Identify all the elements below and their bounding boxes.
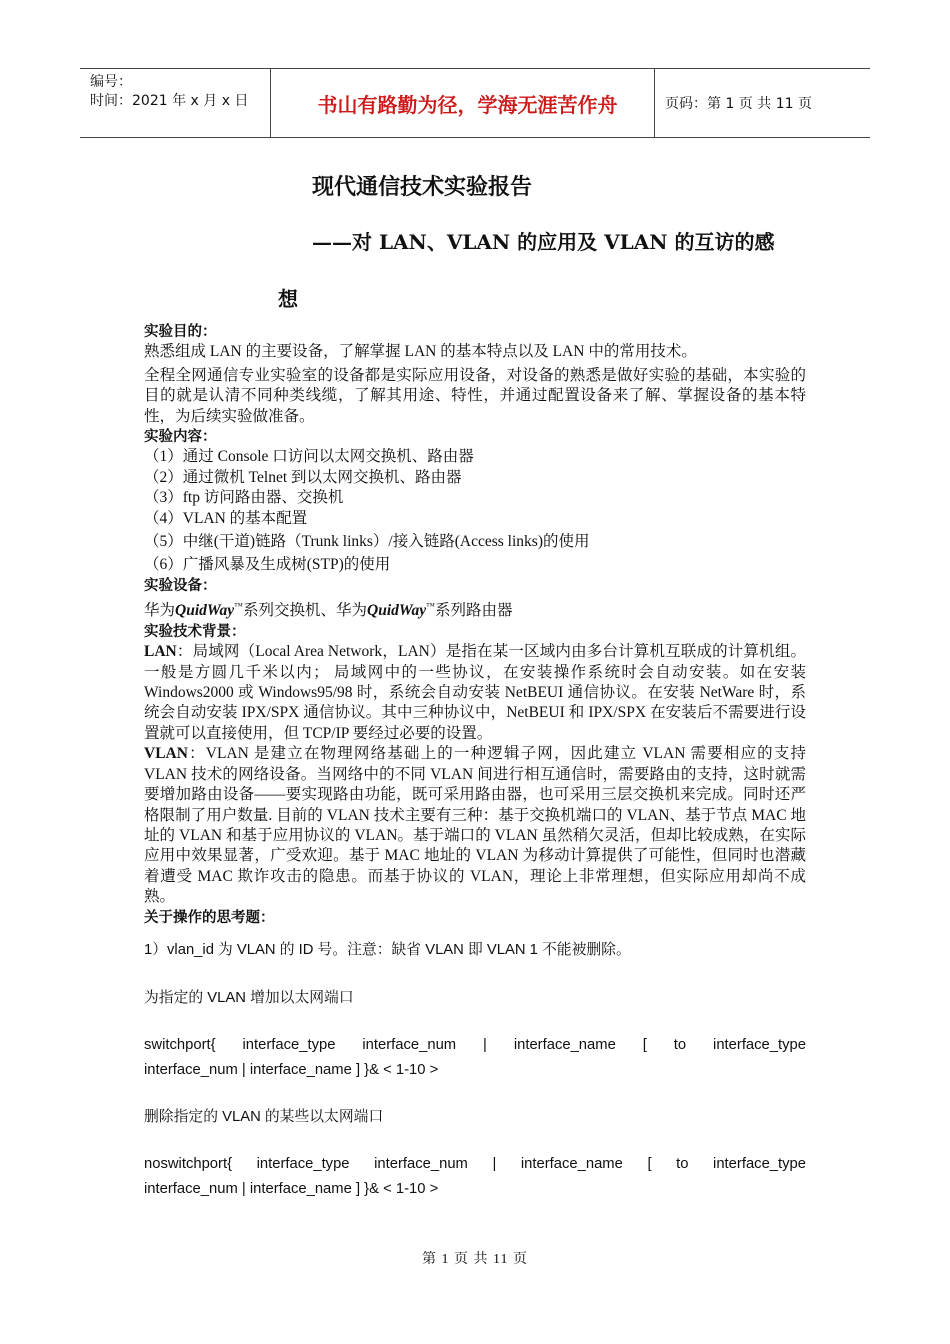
report-body xyxy=(144,322,806,928)
content-item: （2）通过微机 Telnet 到以太网交换机、路由器 xyxy=(144,468,462,486)
equipment-heading: 实验设备： xyxy=(144,577,217,594)
purpose-heading: 实验目的： xyxy=(144,324,217,340)
questions-heading: 关于操作的思考题： xyxy=(144,909,275,926)
doc-date: 时间：2021 年 x 月 x 日 xyxy=(90,93,249,109)
lan-paragraph: LAN：局域网（Local Area Network，LAN）是指在某一区域内由多台计算机互联成的计算机组。一般是方圆几千米以内； 局域网中的一些协议，在安装操作系统时会自动安装。如在安装 Windows2000 或 Windows95/98 时，系统会自动安装 NetBEUI 通信协议。在安装 NetWare 时，系统会自动安装 IPX/SPX 通信协议。其中三种协议中，NetBEUI 和 IPX/SPX 在安装后不需要进行设置就可以直接使用，但 TCP/IP 要经过必要的设置。 xyxy=(144,643,806,742)
header-table xyxy=(80,68,870,138)
header-page-info: 页码：第 1 页 共 11 页 xyxy=(665,96,812,112)
content-item: （6）广播风暴及生成树(STP)的使用 xyxy=(144,556,391,574)
purpose-paragraph: 熟悉组成 LAN 的主要设备，了解掌握 LAN 的基本特点以及 LAN 中的常用技术。 xyxy=(144,343,697,361)
equipment-line: 华为QuidWay™系列交换机、华为QuidWay™系列路由器 xyxy=(144,601,513,620)
background-heading: 实验技术背景： xyxy=(144,623,246,640)
brand-name: QuidWay xyxy=(175,602,235,620)
delete-port-command: noswitchport{ interface_type interface_num | interface_name [ to interface_type interface_num | interface_name ] }& < 1-10 > xyxy=(144,1156,806,1197)
add-port-label: 为指定的 VLAN 增加以太网端口 xyxy=(144,990,354,1006)
content-item: （4）VLAN 的基本配置 xyxy=(144,509,308,527)
purpose-paragraph: 全程全网通信专业实验室的设备都是实际应用设备，对设备的熟悉是做好实验的基础，本实验的目的就是认清不同种类线缆，了解其用途、特性，并通过配置设备来了解、掌握设备的基本特性，为后续实验做准备。 xyxy=(144,366,806,425)
question-1: 1）vlan_id 为 VLAN 的 ID 号。注意：缺省 VLAN 即 VLAN 1 不能被删除。 xyxy=(144,942,631,958)
header-meta xyxy=(90,73,248,111)
vlan-paragraph: VLAN：VLAN 是建立在物理网络基础上的一种逻辑子网，因此建立 VLAN 需要相应的支持 VLAN 技术的网络设备。当网络中的不同 VLAN 间进行相互通信时，需要路由的支持，这时就需要增加路由设备——要实现路由功能，既可采用路由器，也可采用三层交换机来完成。同时还严格限制了用户数量. 目前的 VLAN 技术主要有三种：基于交换机端口的 VLAN、基于节点 MAC 地址的 VLAN 和基于应用协议的 VLAN。基于端口的 VLAN 虽然稍欠灵活，但却比较成熟，在实际应用中效果显著，广受欢迎。基于 MAC 地址的 VLAN 为移动计算提供了可能性，但同时也潜藏着遭受 MAC 欺诈攻击的隐患。而基于协议的 VLAN，理论上非常理想，但实际应用却尚不成熟。 xyxy=(144,745,806,906)
lan-label: LAN xyxy=(144,643,177,661)
doc-subtitle: ——对 LAN、VLAN 的应用及 VLAN 的互访的感 xyxy=(312,230,775,254)
header-motto: 书山有路勤为径，学海无涯苦作舟 xyxy=(317,92,618,117)
add-port-command: switchport{ interface_type interface_num | interface_name [ to interface_type interface_num | interface_name ] }& < 1-10 > xyxy=(144,1037,806,1078)
header-divider xyxy=(270,69,271,137)
content-item: （5）中继(干道)链路（Trunk links）/接入链路(Access links)的使用 xyxy=(144,533,590,551)
vlan-label: VLAN xyxy=(144,745,188,763)
doc-title: 现代通信技术实验报告 xyxy=(312,175,533,200)
doc-subtitle-cont: 想 xyxy=(278,287,298,311)
content-item: （3）ftp 访问路由器、交换机 xyxy=(144,489,344,507)
doc-number-label: 编号： xyxy=(90,74,132,90)
delete-port-label: 删除指定的 VLAN 的某些以太网端口 xyxy=(144,1109,384,1125)
page-footer: 第 1 页 共 11 页 xyxy=(422,1252,528,1267)
content-heading: 实验内容： xyxy=(144,429,217,446)
brand-name: QuidWay xyxy=(367,602,427,620)
content-item: （1）通过 Console 口访问以太网交换机、路由器 xyxy=(144,448,474,466)
